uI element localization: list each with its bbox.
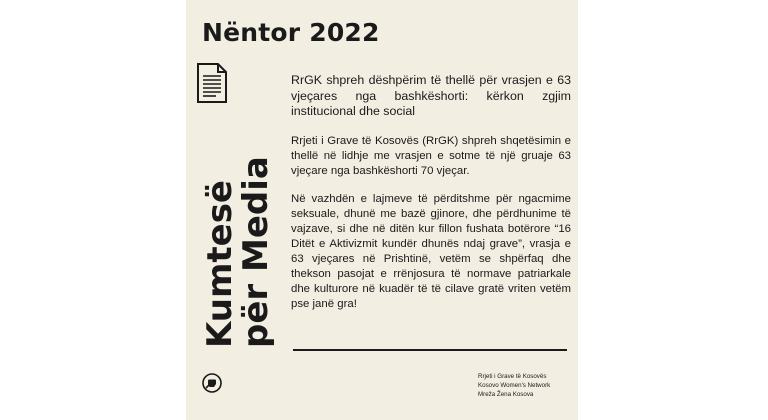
paragraph: Rrjeti i Grave të Kosovës (RrGK) shpreh shqetësimin e thellë në lidhje me vrasjen e sotme të një gruaje 63 vjeçare nga bashkëshorti 70 vjeçar. [291, 134, 571, 177]
divider [293, 349, 567, 351]
org-name-en: Kosovo Women's Network [478, 382, 551, 389]
org-name-sq: Rrjeti i Grave të Kosovës [478, 373, 547, 380]
side-label-line2: për Media [236, 156, 276, 348]
paragraph: Në vazhdën e lajmeve të përditshme për ngacmime seksuale, dhunë me bazë gjinore, dhe përdhunime të vajzave, si dhe në ditën kur fillon fushata botërore “16 Ditët e Aktivizmit kundër dhunës ndaj grave”, vrasja e 63 vjeçares në Prishtinë, vetëm se shpërfaq dhe thekson pasojat e rrënjosura të normave patriarkale dhe kulturore në kuadër të të cilave gratë vriten vetëm pse janë gra! [291, 192, 571, 310]
org-name-sr: Mreža Žena Kosova [478, 391, 534, 398]
article-body [291, 73, 571, 325]
press-release-card [186, 0, 578, 420]
org-names [478, 372, 550, 399]
side-label [202, 148, 274, 348]
side-label-line1: Kumtesë [200, 180, 240, 348]
page-title: Nëntor 2022 [202, 18, 380, 47]
headline: RrGK shpreh dëshpërim të thellë për vrasjen e 63 vjeçares nga bashkëshorti: kërkon zgjim institucional dhe social [291, 73, 571, 118]
document-icon [196, 62, 228, 104]
fist-logo-icon [202, 373, 222, 393]
